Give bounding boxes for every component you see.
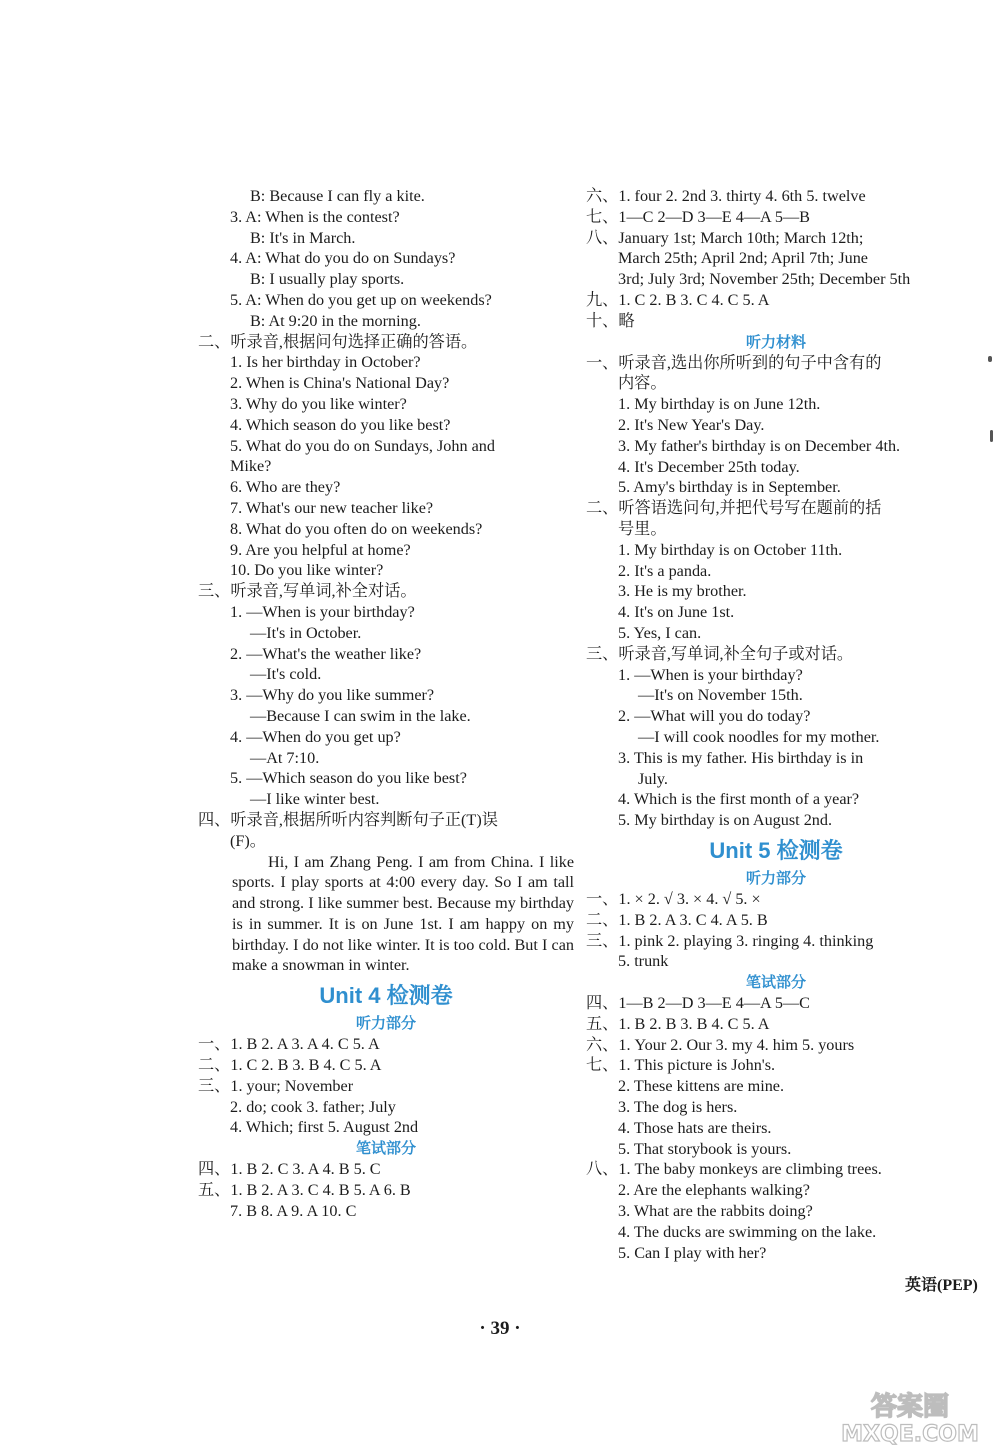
answer-line: 六、1. four 2. 2nd 3. thirty 4. 6th 5. twelve	[586, 187, 866, 205]
answer-line: Mike?	[230, 457, 272, 476]
listening-passage: Hi, I am Zhang Peng. I am from China. I like sports. I play sports at 4:00 every day. So I am tall and strong. I like summer best. Because my birthday is in summer. It is on June 1st. I am happy on my birthday. I do not like winter. It is too cold. But I can make a snowman in winter.	[232, 852, 574, 975]
answer-line: 九、1. C 2. B 3. C 4. C 5. A	[586, 290, 770, 309]
answer-line: 四、1. B 2. C 3. A 4. B 5. C	[198, 1160, 381, 1179]
answer-line: 6. Who are they?	[230, 478, 341, 497]
answer-line: B: Because I can fly a kite.	[250, 187, 425, 205]
answer-line: 4. A: What do you do on Sundays?	[230, 249, 456, 268]
answer-line: 5. Can I play with her?	[618, 1243, 767, 1262]
left-answer-block	[198, 186, 574, 852]
answer-line: 1. My birthday is on October 11th.	[618, 540, 843, 559]
answer-line: 一、听录音,选出你所听到的句子中含有的	[586, 353, 882, 372]
answer-line: 2. When is China's National Day?	[230, 374, 450, 393]
answer-line: 2. —What's the weather like?	[230, 644, 422, 663]
answer-line: March 25th; April 2nd; April 7th; June	[618, 249, 868, 268]
unit4-listening-label: 听力部分	[355, 1014, 416, 1033]
watermark-logo	[825, 1385, 995, 1447]
answer-line: 一、1. × 2. √ 3. × 4. √ 5. ×	[586, 889, 761, 908]
unit4-listening-answers	[198, 1034, 574, 1138]
unit5-listening-label: 听力部分	[745, 868, 806, 887]
answer-line: 四、听录音,根据所听内容判断句子正(T)误	[198, 810, 498, 829]
answer-line: 4. Those hats are theirs.	[618, 1118, 772, 1137]
answer-line: —It's on November 15th.	[638, 686, 803, 705]
answer-line: B: At 9:20 in the morning.	[250, 311, 421, 330]
answer-line: 一、1. B 2. A 3. A 4. C 5. A	[198, 1035, 380, 1054]
unit5-written-answers	[586, 993, 966, 1263]
answer-line: 四、1—B 2—D 3—E 4—A 5—C	[586, 994, 810, 1013]
answer-line: 3. This is my father. His birthday is in	[618, 748, 864, 767]
answer-line: 10. Do you like winter?	[230, 561, 384, 580]
answer-line: 3. The dog is hers.	[618, 1098, 738, 1117]
unit5-written-label: 笔试部分	[745, 973, 806, 992]
answer-line: 4. Which; first 5. August 2nd	[230, 1118, 419, 1137]
answer-line: 3rd; July 3rd; November 25th; December 5th	[618, 270, 911, 289]
answer-line: 八、1. The baby monkeys are climbing trees.	[586, 1160, 882, 1179]
page-number: · 39 ·	[479, 1318, 521, 1339]
answer-line: 3. A: When is the contest?	[230, 207, 400, 226]
answer-line: 3. —Why do you like summer?	[230, 686, 435, 705]
answer-line: 5. Amy's birthday is in September.	[618, 478, 841, 497]
answer-line: 5. —Which season do you like best?	[230, 769, 467, 788]
answer-line: 二、听答语选问句,并把代号写在题前的括	[586, 499, 882, 518]
answer-line: 1. —When is your birthday?	[230, 602, 415, 621]
answer-line: 内容。	[618, 374, 667, 393]
answer-line: —I will cook noodles for my mother.	[638, 727, 880, 746]
unit5-listening-answers	[586, 889, 966, 972]
listening-material-lines	[586, 353, 966, 831]
answer-line: 五、1. B 2. A 3. C 4. B 5. A 6. B	[198, 1181, 411, 1200]
answer-line: —It's cold.	[250, 665, 322, 684]
answer-line: 4. The ducks are swimming on the lake.	[618, 1222, 877, 1241]
answer-line: 三、1. pink 2. playing 3. ringing 4. thinking	[586, 931, 874, 950]
answer-line: 5. A: When do you get up on weekends?	[230, 290, 492, 309]
answer-line: 2. do; cook 3. father; July	[230, 1097, 396, 1116]
answer-line: 7. What's our new teacher like?	[230, 498, 434, 517]
right-answer-block	[586, 186, 966, 332]
answer-line: 号里。	[618, 519, 667, 538]
answer-line: 三、听录音,写单词,补全句子或对话。	[586, 644, 854, 663]
answer-line: 4. —When do you get up?	[230, 727, 401, 746]
answer-line: 三、1. your; November	[198, 1076, 354, 1095]
answer-line: —I like winter best.	[250, 790, 380, 809]
answer-line: 二、1. C 2. B 3. B 4. C 5. A	[198, 1056, 382, 1075]
answer-line: 3. Why do you like winter?	[230, 394, 407, 413]
answer-line: 4. It's on June 1st.	[618, 603, 735, 622]
answer-line: 5. Yes, I can.	[618, 623, 702, 642]
answer-line: (F)。	[230, 831, 266, 850]
answer-line: 2. —What will you do today?	[618, 707, 811, 726]
answer-line: 1. —When is your birthday?	[618, 665, 803, 684]
answer-line: 5. That storybook is yours.	[618, 1139, 792, 1158]
unit5-title: Unit 5 检测卷	[709, 837, 843, 863]
answer-line: 4. Which season do you like best?	[230, 415, 451, 434]
answer-line: 八、January 1st; March 10th; March 12th;	[586, 228, 864, 247]
answer-line: B: I usually play sports.	[250, 270, 405, 289]
answer-line: July.	[638, 769, 668, 788]
answer-line: 二、听录音,根据问句选择正确的答语。	[198, 332, 478, 351]
answer-line: 七、1. This picture is John's.	[586, 1056, 776, 1075]
answer-line: 9. Are you helpful at home?	[230, 540, 411, 559]
subject-label: 英语(PEP)	[905, 1277, 978, 1294]
answer-line: 3. My father's birthday is on December 4th.	[618, 436, 901, 455]
watermark-bottom-text: MXQE.COM	[841, 1422, 979, 1447]
answer-line: 三、听录音,写单词,补全对话。	[198, 582, 417, 601]
answer-line: —It's in October.	[250, 623, 362, 642]
answer-line: B: It's in March.	[250, 228, 356, 247]
answer-line: 5. What do you do on Sundays, John and	[230, 436, 495, 455]
answer-line: 8. What do you often do on weekends?	[230, 519, 483, 538]
answer-line: 2. These kittens are mine.	[618, 1077, 785, 1096]
answer-line: 1. Is her birthday in October?	[230, 353, 421, 372]
listening-material-label: 听力材料	[745, 332, 806, 351]
answer-line: 六、1. Your 2. Our 3. my 4. him 5. yours	[586, 1035, 855, 1054]
answer-line: 5. trunk	[618, 952, 669, 971]
answer-line: —Because I can swim in the lake.	[250, 706, 471, 725]
answer-line: —At 7:10.	[250, 748, 320, 767]
right-column	[586, 186, 966, 1263]
answer-line: 二、1. B 2. A 3. C 4. A 5. B	[586, 910, 768, 929]
left-column	[198, 186, 574, 1222]
answer-line: 5. My birthday is on August 2nd.	[618, 811, 833, 830]
answer-line: 4. It's December 25th today.	[618, 457, 800, 476]
watermark-top-text: 答案圈	[870, 1392, 950, 1422]
answer-line: 2. It's New Year's Day.	[618, 415, 765, 434]
unit4-written-answers	[198, 1159, 574, 1221]
answer-line: 2. It's a panda.	[618, 561, 712, 580]
scan-mark	[990, 430, 993, 442]
answer-line: 7. B 8. A 9. A 10. C	[230, 1201, 357, 1220]
unit4-written-label: 笔试部分	[355, 1139, 416, 1158]
scan-mark	[988, 356, 992, 362]
answer-line: 十、略	[586, 311, 635, 330]
answer-line: 3. What are the rabbits doing?	[618, 1202, 813, 1221]
answer-line: 1. My birthday is on June 12th.	[618, 395, 821, 414]
answer-line: 3. He is my brother.	[618, 582, 747, 601]
answer-line: 五、1. B 2. B 3. B 4. C 5. A	[586, 1014, 770, 1033]
answer-line: 七、1—C 2—D 3—E 4—A 5—B	[586, 207, 810, 226]
answer-line: 4. Which is the first month of a year?	[618, 790, 860, 809]
unit4-title: Unit 4 检测卷	[319, 983, 453, 1009]
answer-line: 2. Are the elephants walking?	[618, 1181, 810, 1200]
